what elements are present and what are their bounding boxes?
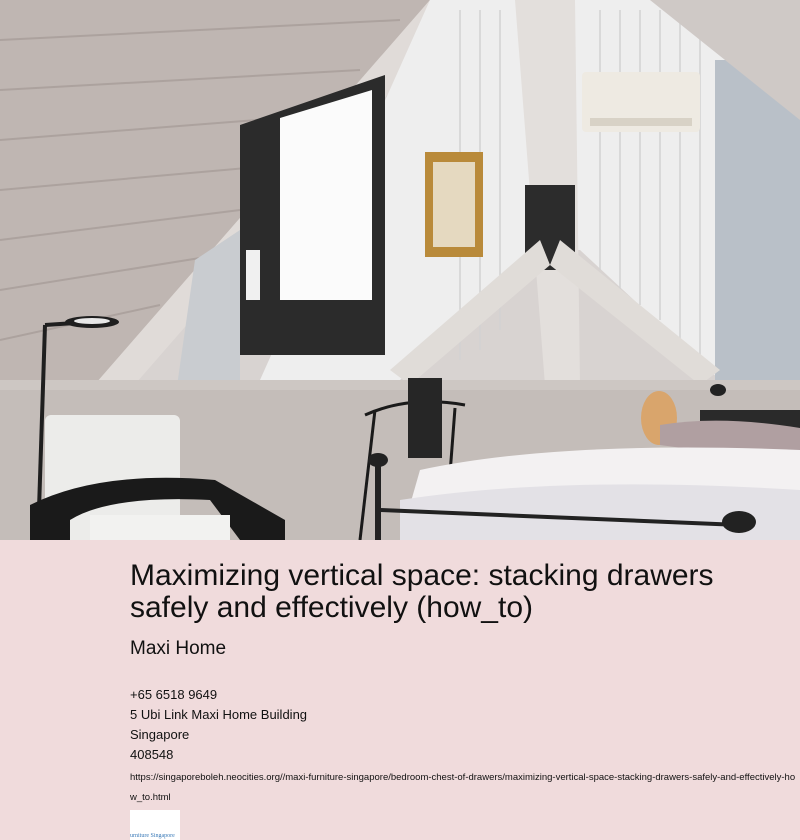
brand-name: Maxi Home [130,638,227,659]
postal-code: 408548 [130,747,174,762]
address-line: 5 Ubi Link Maxi Home Building [130,707,308,722]
phone-number: +65 6518 9649 [130,687,218,702]
address-city: Singapore [130,727,190,742]
main-content [130,560,800,808]
page-url-link[interactable]: https://singaporeboleh.neocities.org//maxi-furniture-singapore/bedroom-chest-of-drawers/maximizing-vertical-space-stacking-drawers-safely-and-effectively-how_to.html [130,772,796,803]
contact-block [130,685,800,765]
logo-text: urniture Singapore [130,833,175,839]
site-logo[interactable] [130,810,180,840]
page-title: Maximizing vertical space: stacking drawers safely and effectively (how_to) [130,559,714,624]
